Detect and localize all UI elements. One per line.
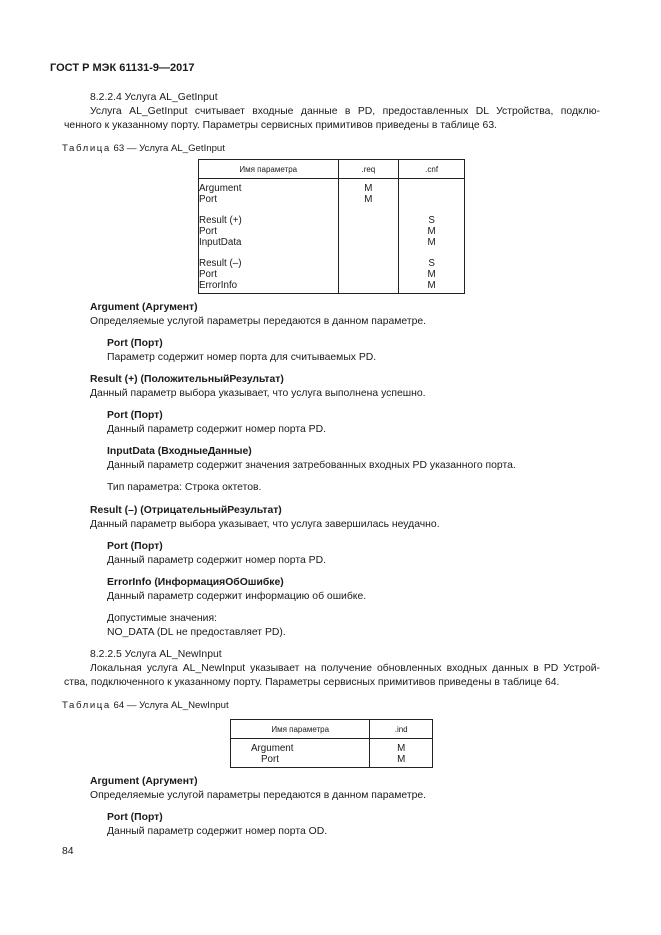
param-title-result-positive: Result (+) (ПоложительныйРезультат) <box>90 374 284 385</box>
param-desc: Данный параметр содержит информацию об ошибке. <box>107 591 367 602</box>
param-desc: Определяемые услугой параметры передаются в данном параметре. <box>90 316 427 327</box>
section-text-line: Локальная услуга AL_NewInput указывает на получение обновленных входных данных в PD Устрой- <box>90 663 600 674</box>
allowed-value: NO_DATA (DL не предоставляет PD). <box>107 627 286 638</box>
param-title-port: Port (Порт) <box>107 541 163 552</box>
param-desc: Параметр содержит номер порта для считываемых PD. <box>107 352 377 363</box>
section-text-line: Услуга AL_GetInput считывает входные данные в PD, предоставленных DL Устройства, подклю- <box>90 106 600 117</box>
param-desc: Определяемые услугой параметры передаются в данном параметре. <box>90 790 427 801</box>
param-title-result-negative: Result (–) (ОтрицательныйРезультат) <box>90 505 282 516</box>
table-64 <box>230 719 433 768</box>
param-title-argument: Argument (Аргумент) <box>90 302 198 313</box>
param-type: Тип параметра: Строка октетов. <box>107 482 262 493</box>
param-title-port: Port (Порт) <box>107 410 163 421</box>
param-title-inputdata: InputData (ВходныеДанные) <box>107 446 252 457</box>
col-header-param-name: Имя параметра <box>231 720 370 739</box>
table-64-caption <box>62 700 229 711</box>
caption-text: 64 — Услуга AL_NewInput <box>113 700 229 711</box>
table-row: Argument M <box>199 179 465 195</box>
caption-prefix: Таблица <box>62 700 111 711</box>
col-header-ind: .ind <box>370 720 433 739</box>
section-heading-8-2-2-5: 8.2.2.5 Услуга AL_NewInput <box>90 649 222 660</box>
table-row: ErrorInfo M <box>199 280 465 294</box>
param-desc: Данный параметр содержит значения затребованных входных PD указанного порта. <box>107 460 516 471</box>
table-row: Port M <box>231 754 433 768</box>
section-heading-8-2-2-4: 8.2.2.4 Услуга AL_GetInput <box>90 92 218 103</box>
table-row: Port M <box>199 269 465 280</box>
param-desc: Данный параметр содержит номер порта PD. <box>107 424 326 435</box>
param-desc: Данный параметр содержит номер порта PD. <box>107 555 326 566</box>
table-row: Result (–) S <box>199 248 465 269</box>
table-row: InputData M <box>199 237 465 248</box>
document-header: ГОСТ Р МЭК 61131-9—2017 <box>50 62 195 74</box>
table-row: Port M <box>199 194 465 205</box>
table-row: Result (+) S <box>199 205 465 226</box>
param-title-port: Port (Порт) <box>107 812 163 823</box>
param-title-errorinfo: ErrorInfo (ИнформацияОбОшибке) <box>107 577 284 588</box>
caption-text: 63 — Услуга AL_GetInput <box>113 143 225 154</box>
table-63 <box>198 159 465 294</box>
section-text-line: ства, подключенного к указанному порту. Параметры сервисных примитивов приведены в таблице 64. <box>64 677 560 688</box>
table-row: Argument M <box>231 739 433 755</box>
col-header-cnf: .cnf <box>399 160 465 179</box>
table-row: Port M <box>199 226 465 237</box>
param-title-port: Port (Порт) <box>107 338 163 349</box>
caption-prefix: Таблица <box>62 143 111 154</box>
page-number: 84 <box>62 846 74 857</box>
section-text-line: ченного к указанному порту. Параметры сервисных примитивов приведены в таблице 63. <box>64 120 498 131</box>
col-header-req: .req <box>338 160 399 179</box>
param-desc: Данный параметр выбора указывает, что услуга завершилась неудачно. <box>90 519 440 530</box>
param-desc: Данный параметр выбора указывает, что услуга выполнена успешно. <box>90 388 426 399</box>
param-title-argument: Argument (Аргумент) <box>90 776 198 787</box>
table-63-caption <box>62 143 225 154</box>
col-header-param-name: Имя параметра <box>199 160 339 179</box>
allowed-values-label: Допустимые значения: <box>107 613 217 624</box>
param-desc: Данный параметр содержит номер порта OD. <box>107 826 328 837</box>
